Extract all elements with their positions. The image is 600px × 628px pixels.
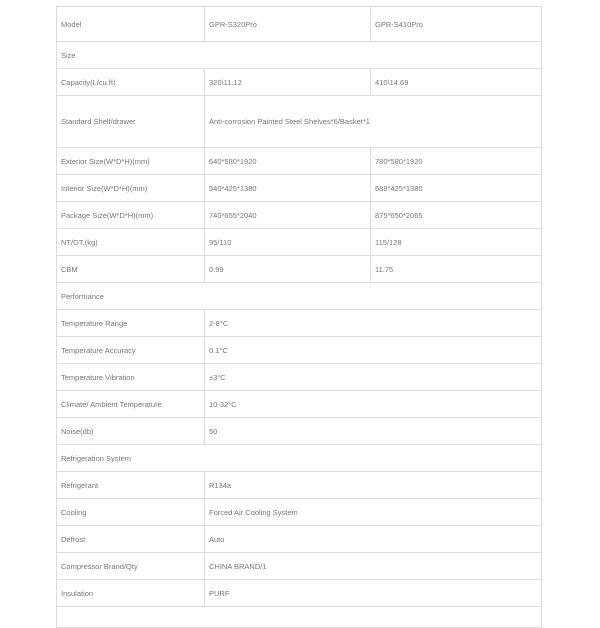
row-label: Refrigerant: [57, 472, 205, 499]
row-value: 50: [205, 418, 542, 445]
section-row-performance: [57, 283, 542, 310]
row-value: 2-8°C: [205, 310, 542, 337]
section-performance: Performance: [57, 283, 542, 310]
table-row: [57, 229, 542, 256]
table-row: [57, 202, 542, 229]
row-value-1: 740*655*2040: [205, 202, 371, 229]
row-label: Exterior Size(W*D*H)(mm): [57, 148, 205, 175]
row-value-1: 95/110: [205, 229, 371, 256]
table-row: [57, 175, 542, 202]
row-value-1: 320\11.12: [205, 69, 371, 96]
row-label: Climate/ Ambient Temperature: [57, 391, 205, 418]
table-row-cutoff: [57, 607, 542, 628]
row-label: Package Size(W*D*H)(mm): [57, 202, 205, 229]
table-row: [57, 256, 542, 283]
row-label: Compressor Brand/Qty: [57, 553, 205, 580]
row-value: 0.1°C: [205, 337, 542, 364]
row-value-2: 410\14.69: [371, 69, 542, 96]
model-col-2: GPR-S410Pro: [371, 7, 542, 42]
row-label: Standard Shelf/drawer: [57, 96, 205, 148]
table-row: [57, 364, 542, 391]
row-label: Interior Size(W*D*H)(mm): [57, 175, 205, 202]
row-empty: [57, 607, 542, 628]
row-label: Noise(db): [57, 418, 205, 445]
row-value-1: 640*580*1920: [205, 148, 371, 175]
row-value-2: 780*580*1920: [371, 148, 542, 175]
table-row: [57, 418, 542, 445]
row-label: Capacity(L/cu.ft): [57, 69, 205, 96]
row-label: Insulation: [57, 580, 205, 607]
table-row: [57, 499, 542, 526]
row-label: Temperature Vibration: [57, 364, 205, 391]
row-label: NT/GT.(kg): [57, 229, 205, 256]
table-row: [57, 580, 542, 607]
model-col-1: GPR-S320Pro: [205, 7, 371, 42]
table-row: [57, 553, 542, 580]
row-value: PURF: [205, 580, 542, 607]
section-size: Size: [57, 42, 542, 69]
row-value-2: 115/128: [371, 229, 542, 256]
table-row: [57, 96, 542, 148]
row-value-2: 875*650*2065: [371, 202, 542, 229]
table-row: [57, 526, 542, 553]
row-value: Auto: [205, 526, 542, 553]
row-label: Temperature Range: [57, 310, 205, 337]
table-row: [57, 148, 542, 175]
table-row: [57, 337, 542, 364]
row-value: 10-32°C: [205, 391, 542, 418]
row-value: Forced Air Cooling System: [205, 499, 542, 526]
row-value-1: 540*425*1380: [205, 175, 371, 202]
row-label: Cooling: [57, 499, 205, 526]
spec-table: [56, 6, 542, 628]
row-value-merged: Anti-corrosion Painted Steel Shelves*6/Basket*1: [205, 96, 542, 148]
section-row-size: [57, 42, 542, 69]
row-value-2: 688*425*1380: [371, 175, 542, 202]
section-refrigeration: Refrigeration System: [57, 445, 542, 472]
row-value: CHINA BRAND/1: [205, 553, 542, 580]
row-value-2: 11.75: [371, 256, 542, 283]
row-value-1: 0.99: [205, 256, 371, 283]
model-label: Model: [57, 7, 205, 42]
table-row: [57, 69, 542, 96]
table-row: [57, 391, 542, 418]
row-label: Defrost: [57, 526, 205, 553]
row-label: Temperature Accuracy: [57, 337, 205, 364]
row-label: CBM: [57, 256, 205, 283]
row-value: ±3°C: [205, 364, 542, 391]
row-value: R134a: [205, 472, 542, 499]
table-row: [57, 310, 542, 337]
section-row-refrigeration: [57, 445, 542, 472]
table-row-model: [57, 7, 542, 42]
table-row: [57, 472, 542, 499]
